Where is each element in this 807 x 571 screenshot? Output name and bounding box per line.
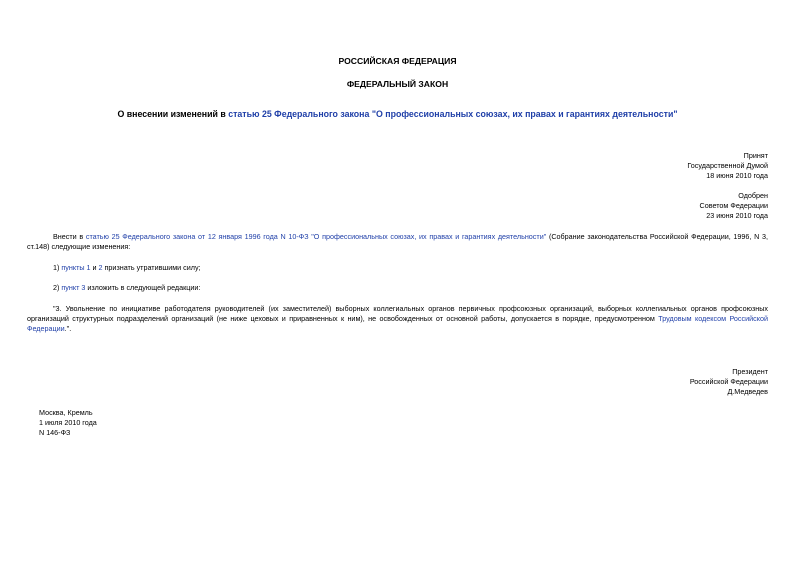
adopted-by: Государственной Думой xyxy=(687,161,768,170)
approved-label: Одобрен xyxy=(738,191,768,200)
item-2 xyxy=(27,283,768,293)
item-1 xyxy=(27,263,768,273)
law-number: N 146-ФЗ xyxy=(39,428,71,437)
labor-code-link[interactable]: Трудовым кодексом Российской Федерации xyxy=(27,314,768,333)
approval-block xyxy=(700,191,768,221)
signer-name: Д.Медведев xyxy=(727,387,768,396)
item-1-number: 1) xyxy=(53,263,62,272)
quoted-amendment xyxy=(27,304,768,334)
signature-block xyxy=(690,367,768,397)
item-1-text: признать утратившими силу; xyxy=(102,263,201,272)
item-2-text: изложить в следующей редакции: xyxy=(85,283,201,292)
approved-date: 23 июня 2010 года xyxy=(706,211,768,220)
points-1-link[interactable]: пункты 1 xyxy=(61,263,91,272)
item-2-number: 2) xyxy=(53,283,62,292)
approved-by: Советом Федерации xyxy=(699,201,768,210)
quote-text: "3. Увольнение по инициативе работодателя руководителей (их заместителей) выборных коллегиальных органов первичных профсоюзных организаций, выборных коллегиальных органов профсоюзных организаций структурных подразделений организаций (не ниже цеховых и приравненных к ним), не освобожденных от основной работы, допускается в порядке, предусмотренном xyxy=(27,304,768,323)
law-type-heading: ФЕДЕРАЛЬНЫЙ ЗАКОН xyxy=(346,79,449,89)
signer-org: Российской Федерации xyxy=(689,377,768,386)
intro-paragraph xyxy=(27,232,768,252)
country-heading: РОССИЙСКАЯ ФЕДЕРАЦИЯ xyxy=(338,56,457,66)
adoption-block xyxy=(687,151,768,181)
intro-suffix: (Собрание законодательства Российской Федерации, 1996, N 3, ст.148) следующие изменения: xyxy=(27,232,768,251)
item-1-conjunction: и xyxy=(90,263,99,272)
place-city: Москва, Кремль xyxy=(39,408,93,417)
point-2-link[interactable]: 2 xyxy=(98,263,103,272)
place-date-block xyxy=(39,408,97,438)
law-title xyxy=(27,108,768,121)
article-25-link[interactable]: статью 25 Федерального закона "О профессиональных союзах, их правах и гарантиях деятельности" xyxy=(228,109,678,119)
document-body xyxy=(27,0,768,571)
point-3-link[interactable]: пункт 3 xyxy=(61,283,86,292)
place-date: 1 июля 2010 года xyxy=(39,418,97,427)
adopted-date: 18 июня 2010 года xyxy=(706,171,768,180)
intro-prefix: Внести в xyxy=(53,232,86,241)
adopted-label: Принят xyxy=(743,151,768,160)
law-10fz-link[interactable]: статью 25 Федерального закона от 12 января 1996 года N 10-ФЗ "О профессиональных союзах, их правах и гарантиях деятельности" xyxy=(85,232,547,241)
quote-end: .". xyxy=(64,324,72,333)
signer-title: Президент xyxy=(732,367,768,376)
law-title-prefix: О внесении изменений в xyxy=(117,109,229,119)
